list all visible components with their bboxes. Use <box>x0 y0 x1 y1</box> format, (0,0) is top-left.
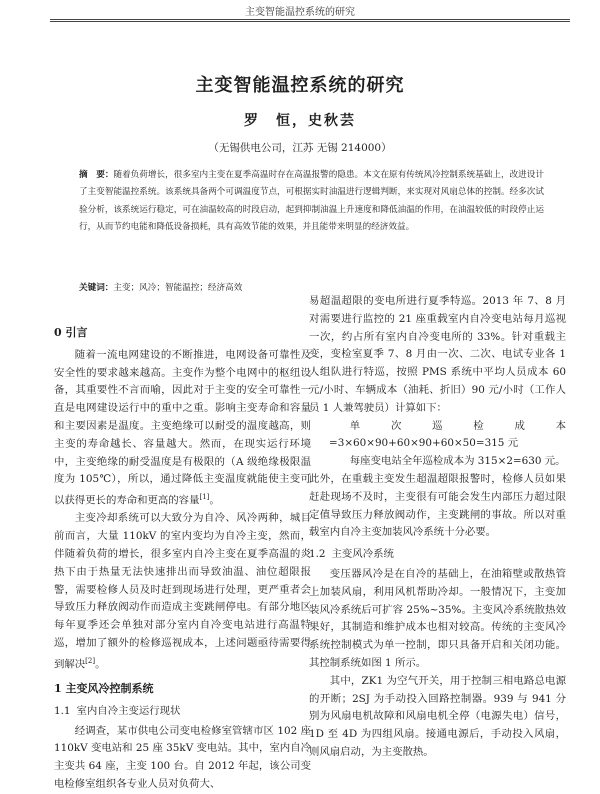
header-rule <box>50 19 570 20</box>
citation-2[interactable]: [2] <box>85 656 96 665</box>
keywords-label: 关键词： <box>79 283 114 293</box>
paper-title: 主变智能温控系统的研究 <box>195 75 405 96</box>
paper-authors: 罗 恒，史秋芸 <box>244 113 356 129</box>
abstract-label: 摘 要： <box>79 170 114 180</box>
section-intro-heading: 0 引言 <box>54 326 88 339</box>
section-1-2-paragraph-2: 其中，ZK1 为空气开关，用于控制三相电路总电源的开断；2SJ 为手动投入回路控制器。939 与 941 分别为风扇电机故障和风扇电机全停（电源失电）信号，1D 至 4D 为四组风扇。接通电源后，手动投入风扇，则风扇启动，为主变散热。 <box>309 674 566 758</box>
section-1-1-heading: 1.1 室内自冷主变运行现状 <box>54 704 181 717</box>
abstract-text: 随着负荷增长，很多室内主变在夏季高温时存在高温报警的隐患。本文在原有传统风冷控制系统基础上，改进设计了主变智能温控系统。该系统具备两个可调温度节点，可根据实时油温进行逻辑判断，来实现对风扇总体的控制。经多次试验分析，该系统运行稳定，可在油温较高的时段启动，起到抑制油温上升速度和降低油温的作用，在油温较低的时段停止运行，从而节约电能和降低设备损耗，具有高效节能的效果，并且能带来明显的经济效益。 <box>79 170 544 233</box>
keywords-text: 主变；风冷；智能温控；经济高效 <box>113 283 243 293</box>
right-column <box>309 293 566 762</box>
intro-paragraph-1: 随着一流电网建设的不断推进，电网设备可靠性及安全性的要求越来越高。主变作为整个电网中的枢纽设备，其重要性不言而喻，因此对于主变的安全可靠性一直是电网建设运行中的重中之重。影响主变寿命和容量和主要因素是温度。主变绝缘可以耐受的温度越高，则主变的寿命越长、容量越大。然而，在现实运行环境中，主变绝缘的耐受温度是有极限的（A 级绝缘极限温度为 105℃），所以，通过降低主变温度就能使主变可以获得更长的寿命和更高的容量[1]。 <box>54 348 311 507</box>
abstract <box>79 167 544 237</box>
section-1-2-heading: 1.2 主变风冷系统 <box>309 548 394 561</box>
right-paragraph-2: 此外，在重载主变发生超温超限报警时，检修人员如果赶赴现场不及时，主变很有可能会发生内部压力超过限定值导致压力释放阀动作，主变跳闸的事故。所以对重载室内自冷主变加装风冷系统十分必要。 <box>309 472 566 539</box>
header-rule-thin <box>50 21 570 22</box>
right-paragraph-1: 易超温超限的变电所进行夏季特巡。2013 年 7、8 月对需要进行监控的 21 座重载室内自冷变电站每月巡视一次，约占所有室内自冷变电所的 33%。针对重载主变，变检室夏季 7、8 月由一次、二次、电试专业各 1 人组队进行特巡，按照 PMS 系统中平均人员成本 60 元/小时、车辆成本（油耗、折旧）90 元/小时（工作人员 1 人兼驾驶员）计算如下： <box>309 295 566 414</box>
citation-1[interactable]: [1] <box>199 493 210 502</box>
formula-2: 每座变电站全年巡检成本为 315×2=630 元。 <box>349 455 566 468</box>
left-column <box>54 318 311 794</box>
intro-paragraph-2: 主变冷却系统可以大致分为自冷、风冷两种，城目前而言，大量 110kV 的室内变均为自冷主变，然而，伴随着负荷的增长，很多室内自冷主变在夏季高温的炎热下由于热量无法快速排出而导致油温、油位超限报警，需要检修人员及时赶到现场进行处理，更严重者会导致压力释放阀动作而造成主变跳闸停电。有部分地区每年夏季还会单独对部分室内自冷变电站进行高温特巡，增加了额外的检修巡视成本，上述问题亟待需要得到解决[2]。 <box>54 512 311 671</box>
section-1-heading: 1 主变风冷控制系统 <box>54 682 154 696</box>
section-1-1-paragraph: 经调查，某市供电公司变电检修室管辖市区 102 座 110kV 变电站和 25 座 35kV 变电站。其中，室内自冷主变共 64 座，主变 100 台。自 2012 年起，该公司变电检修室组织各专业人员对负荷大、 <box>54 724 311 791</box>
formula-1: 单次巡检成本=3×60×90+60×90+60×50=315 元 <box>329 419 566 450</box>
running-header: 主变智能温控系统的研究 <box>245 7 355 18</box>
keywords <box>79 281 544 293</box>
paper-affiliation: （无锡供电公司，江苏 无锡 214000） <box>208 142 392 154</box>
section-1-2-paragraph-1: 变压器风冷是在自冷的基础上，在油箱壁或散热管上加装风扇，利用风机帮助冷却。一般情况下，主变加装风冷系统后可扩容 25%~35%。主变风冷系统散热效果好，其制造和维护成本也相对较高。传统的主变风冷系统控制模式为单一控制，即只具备开启和关闭功能。其控制系统如图 1 所示。 <box>309 567 566 669</box>
